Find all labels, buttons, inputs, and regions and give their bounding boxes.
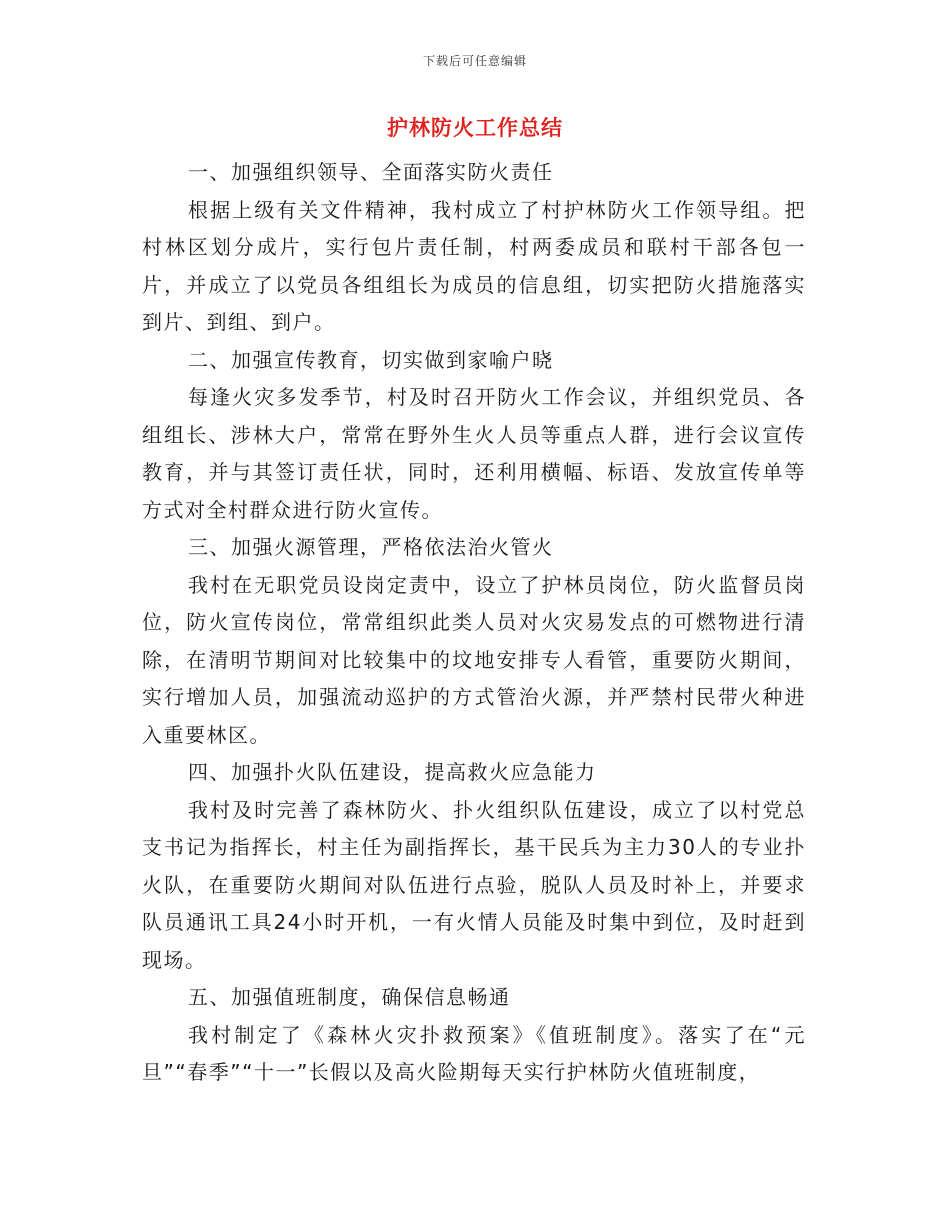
header-note: 下载后可任意编辑 [422, 54, 527, 68]
section-paragraph: 我村及时完善了森林防火、扑火组织队伍建设，成立了以村党总支书记为指挥长，村主任为副指挥长，基干民兵为主力30人的专业扑火队，在重要防火期间对队伍进行点验，脱队人员及时补上，并要求队员通讯工具24小时开机，一有火情人员能及时集中到位，及时赶到现场。 [142, 797, 806, 972]
document-body [142, 154, 806, 1092]
section-paragraph: 根据上级有关文件精神，我村成立了村护林防火工作领导组。把村林区划分成片，实行包片责任制，村两委成员和联村干部各包一片，并成立了以党员各组组长为成员的信息组，切实把防火措施落实到片、到组、到户。 [142, 197, 806, 334]
section-heading: 四、加强扑火队伍建设，提高救火应急能力 [188, 760, 597, 784]
section-heading: 五、加强值班制度，确保信息畅通 [188, 985, 511, 1009]
document-title: 护林防火工作总结 [387, 116, 563, 140]
section-paragraph: 每逢火灾多发季节，村及时召开防火工作会议，并组织党员、各组组长、涉林大户，常常在野外生火人员等重点人群，进行会议宣传教育，并与其签订责任状，同时，还利用横幅、标语、发放宣传单等方式对全村群众进行防火宣传。 [142, 385, 806, 522]
section-heading: 二、加强宣传教育，切实做到家喻户晓 [188, 347, 554, 372]
section-heading: 一、加强组织领导、全面落实防火责任 [188, 160, 554, 184]
section-heading: 三、加强火源管理，严格依法治火管火 [188, 535, 554, 559]
section-paragraph: 我村在无职党员设岗定责中，设立了护林员岗位，防火监督员岗位，防火宣传岗位，常常组织此类人员对火灾易发点的可燃物进行清除，在清明节期间对比较集中的坟地安排专人看管，重要防火期间，实行增加人员，加强流动巡护的方式管治火源，并严禁村民带火种进入重要林区。 [142, 572, 806, 747]
section-paragraph: 我村制定了《森林火灾扑救预案》《值班制度》。落实了在“元旦”“春季”“十一”长假以及高火险期每天实行护林防火值班制度， [142, 1022, 806, 1084]
